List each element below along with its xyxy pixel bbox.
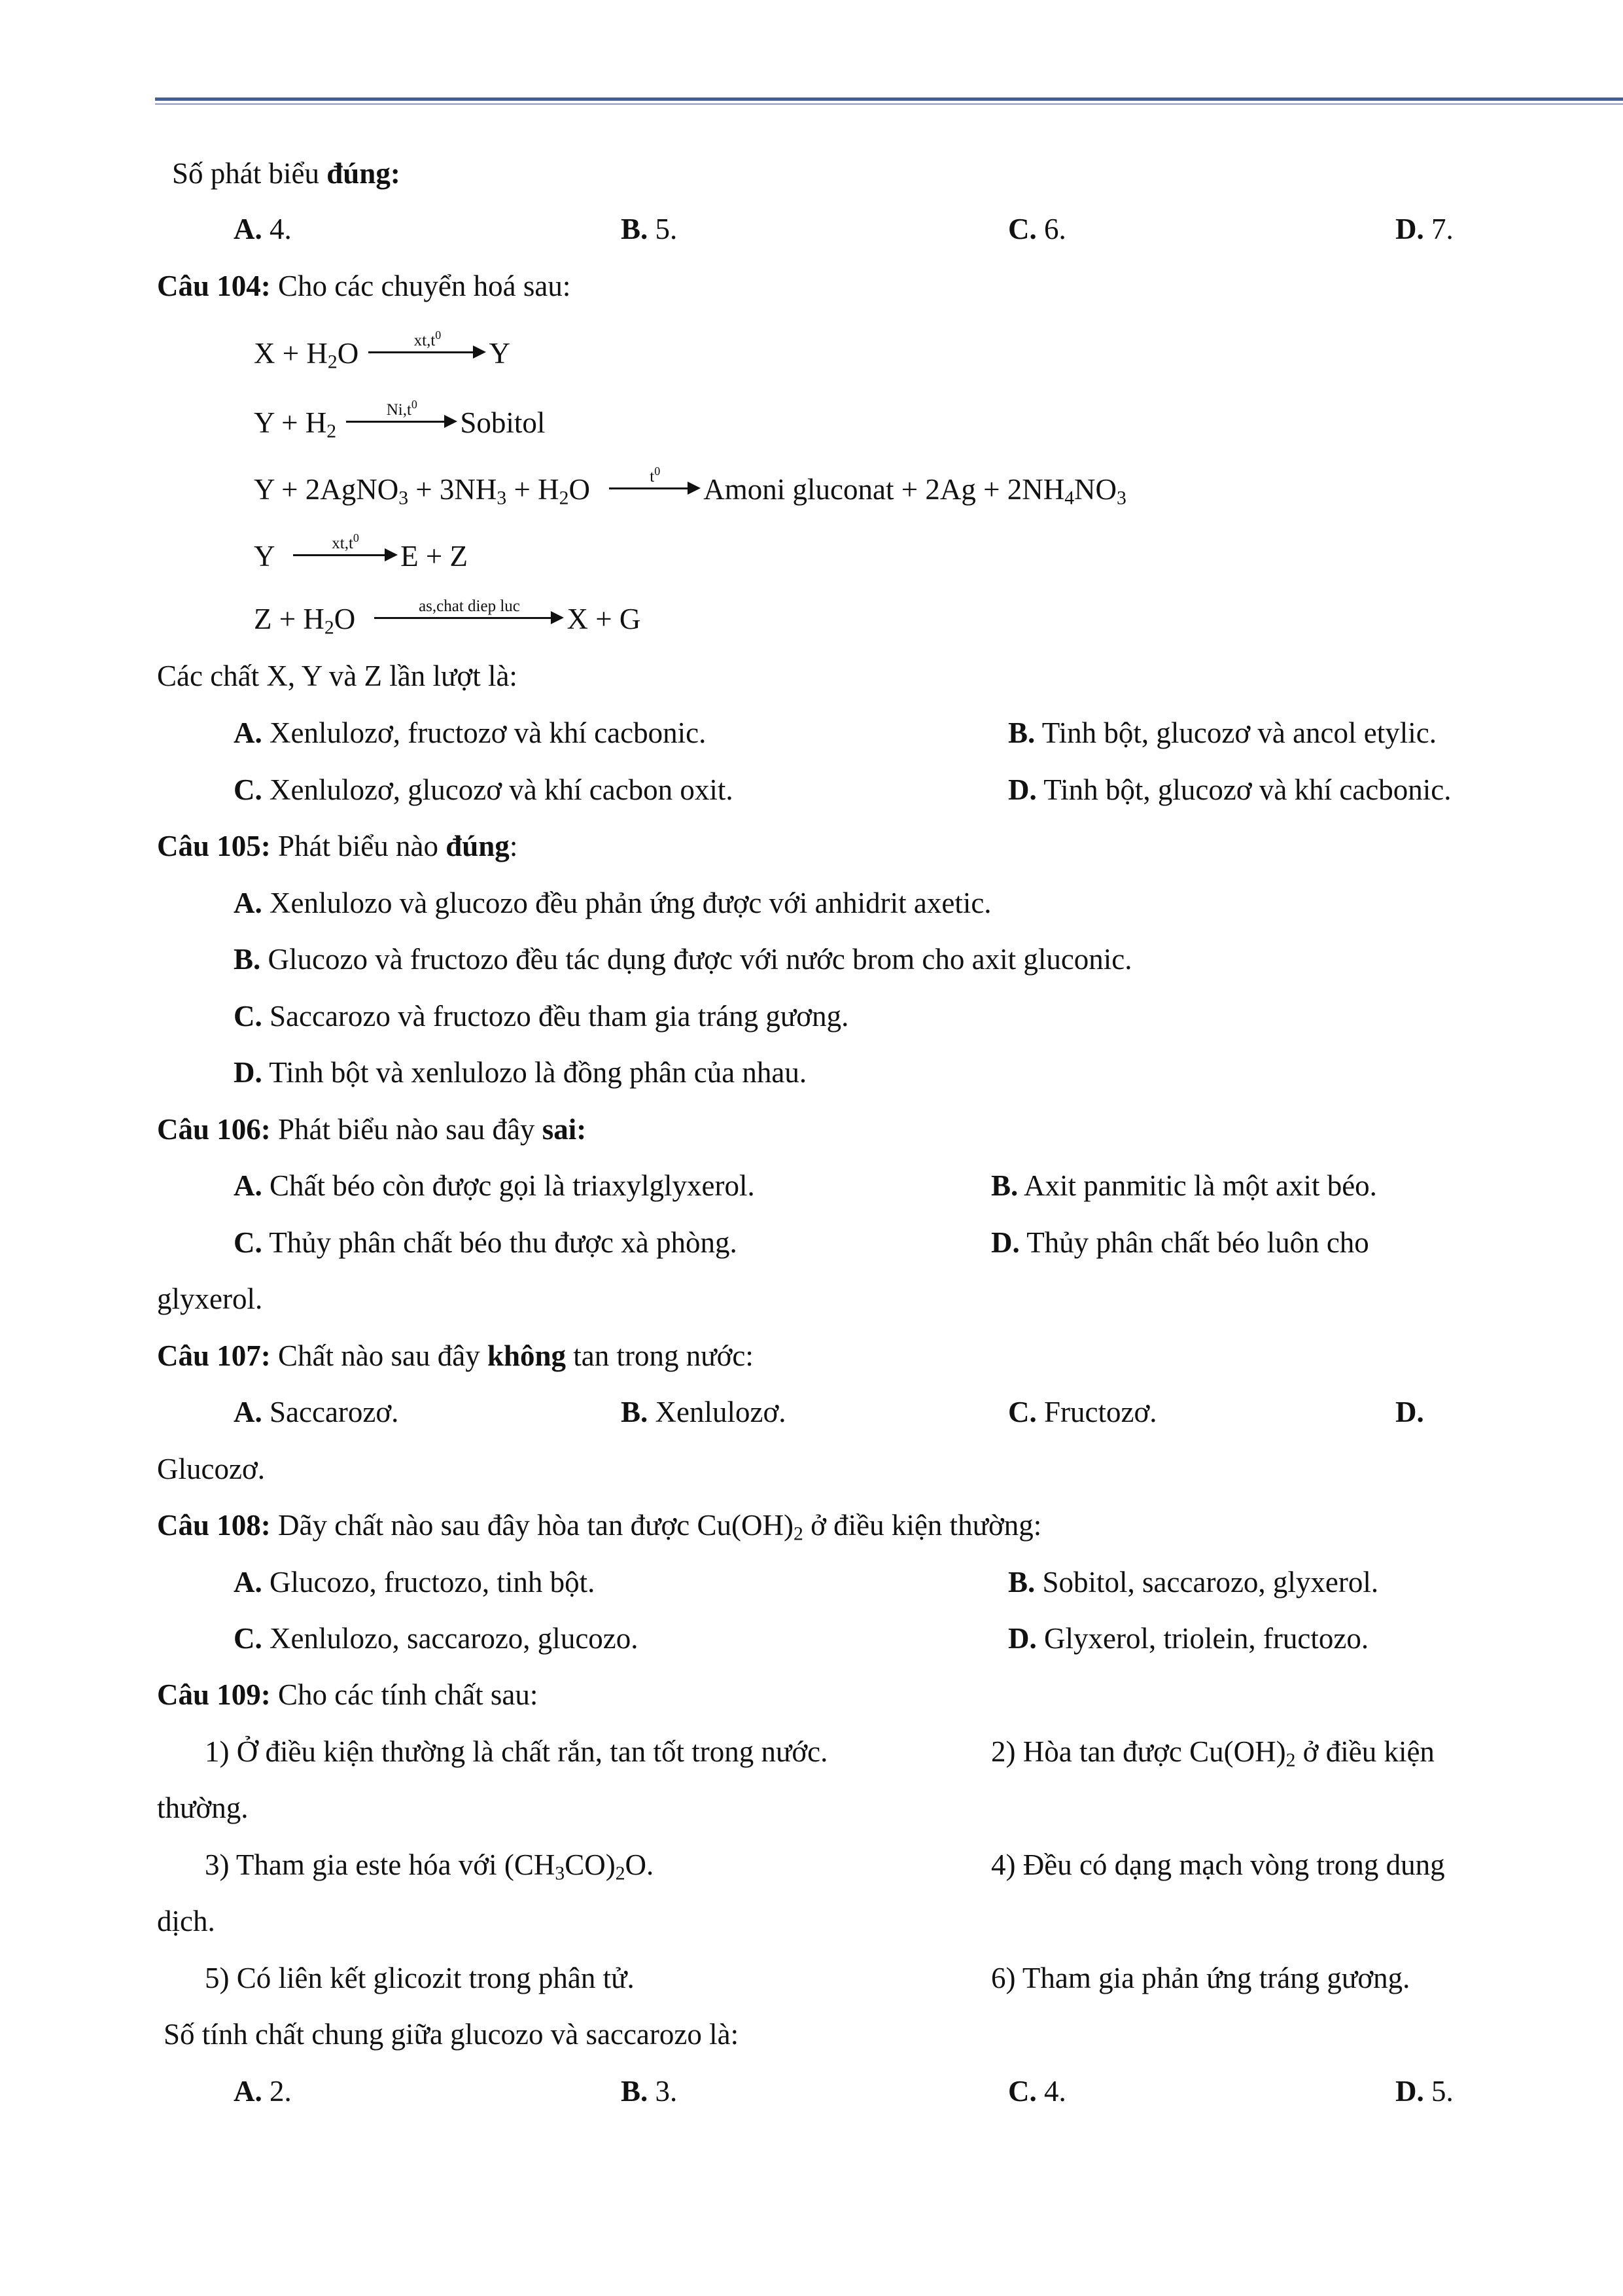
reaction-arrow: $xt,t^0$	[368, 350, 486, 363]
q106-option-b: B. Axit panmitic là một axit béo.	[991, 1169, 1377, 1202]
q109-property-5: 5) Có liên kết glicozit trong phân tử.	[205, 1962, 635, 1994]
q104-option-d: D. Tinh bột, glucozơ và khí cacbonic.	[1008, 773, 1452, 806]
q104-question: Câu 104: Cho các chuyển hoá sau:	[157, 270, 571, 302]
q103-option-a: A. 4.	[234, 213, 292, 245]
q106-option-d: D. Thủy phân chất béo luôn cho	[991, 1226, 1369, 1259]
q109-question: Câu 109: Cho các tính chất sau:	[157, 1678, 538, 1711]
q109-ask: Số tính chất chung giữa glucozo và saccarozo là:	[164, 2018, 739, 2051]
q109-property-3: 3) Tham gia este hóa với $(CH_3CO)_2O$.	[205, 1848, 654, 1884]
q104-option-c: C. Xenlulozơ, glucozơ và khí cacbon oxit.	[234, 773, 733, 806]
reaction-arrow: as,chat diep luc	[374, 616, 564, 629]
q105-question: Câu 105: Phát biểu nào đúng:	[157, 830, 518, 862]
q103-option-b: B. 5.	[621, 213, 678, 245]
reaction-arrow: $xt,t^0$	[293, 553, 398, 566]
header-rule-thin	[155, 103, 1623, 105]
q106-option-a: A. Chất béo còn được gọi là triaxylglyxerol.	[234, 1169, 755, 1202]
q109-property-6: 6) Tham gia phản ứng tráng gương.	[991, 1962, 1410, 1994]
q104-reaction-2: $Y + H_2$ $Ni,t^0$ Sobitol	[254, 398, 546, 442]
q103-option-c: C. 6.	[1008, 213, 1066, 245]
q105-option-a: A. Xenlulozo và glucozo đều phản ứng được với anhidrit axetic.	[234, 887, 992, 919]
q106-option-d-continued: glyxerol.	[157, 1282, 263, 1315]
q109-property-1: 1) Ở điều kiện thường là chất rắn, tan tốt trong nước.	[205, 1735, 828, 1768]
q105-option-c: C. Saccarozo và fructozo đều tham gia tráng gương.	[234, 1000, 849, 1033]
q107-option-a: A. Saccarozơ.	[234, 1396, 399, 1428]
reaction-arrow: $t^0$	[609, 486, 701, 499]
q109-option-a: A. 2.	[234, 2075, 292, 2108]
reaction-arrow: $Ni,t^0$	[346, 419, 457, 433]
q104-option-a: A. Xenlulozơ, fructozơ và khí cacbonic.	[234, 716, 707, 749]
q107-question: Câu 107: Chất nào sau đây không tan trong nước:	[157, 1339, 754, 1372]
q108-option-b: B. Sobitol, saccarozo, glyxerol.	[1008, 1566, 1379, 1598]
q107-option-d-continued: Glucozơ.	[157, 1453, 265, 1485]
q104-reaction-5: $Z + H_2O$ as,chat diep luc X + G	[254, 597, 641, 639]
q109-option-c: C. 4.	[1008, 2075, 1066, 2108]
q107-option-d: D.	[1395, 1396, 1424, 1428]
q109-property-4: 4) Đều có dạng mạch vòng trong dung	[991, 1848, 1445, 1881]
q108-option-a: A. Glucozo, fructozo, tinh bột.	[234, 1566, 595, 1598]
q109-property-4-continued: dịch.	[157, 1905, 215, 1937]
q104-ask: Các chất X, Y và Z lần lượt là:	[157, 660, 517, 692]
q104-reaction-4: Y $xt,t^0$ E + Z	[254, 531, 468, 573]
q105-option-d: D. Tinh bột và xenlulozo là đồng phân của nhau.	[234, 1056, 807, 1089]
q103-stem: Số phát biểu đúng:	[172, 157, 400, 190]
q108-option-d: D. Glyxerol, triolein, fructozo.	[1008, 1622, 1369, 1655]
q109-option-b: B. 3.	[621, 2075, 678, 2108]
header-rule	[155, 97, 1623, 101]
q104-reaction-3: Y + 2AgNO$_3$ + $3NH_3 + H_2O$ $t^0$ Amoni gluconat + $2Ag + 2NH_4NO_3$	[254, 465, 1126, 509]
q106-question: Câu 106: Phát biểu nào sau đây sai:	[157, 1113, 587, 1146]
q104-reaction-1: $X + H_2O$ $xt,t^0$ Y	[254, 328, 510, 373]
q104-option-b: B. Tinh bột, glucozơ và ancol etylic.	[1008, 716, 1437, 749]
q109-option-d: D. 5.	[1395, 2075, 1454, 2108]
q106-option-c: C. Thủy phân chất béo thu được xà phòng.	[234, 1226, 737, 1259]
q105-option-b: B. Glucozo và fructozo đều tác dụng được với nước brom cho axit gluconic.	[234, 943, 1132, 976]
q109-property-2-continued: thường.	[157, 1792, 249, 1824]
q108-option-c: C. Xenlulozo, saccarozo, glucozo.	[234, 1622, 638, 1655]
q108-question: Câu 108: Dãy chất nào sau đây hòa tan được $Cu(OH)_2$ ở điều kiện thường:	[157, 1509, 1042, 1545]
q103-option-d: D. 7.	[1395, 213, 1454, 245]
q109-property-2: 2) Hòa tan được $Cu(OH)_2$ ở điều kiện	[991, 1735, 1435, 1771]
q107-option-b: B. Xenlulozơ.	[621, 1396, 786, 1428]
q107-option-c: C. Fructozơ.	[1008, 1396, 1157, 1428]
